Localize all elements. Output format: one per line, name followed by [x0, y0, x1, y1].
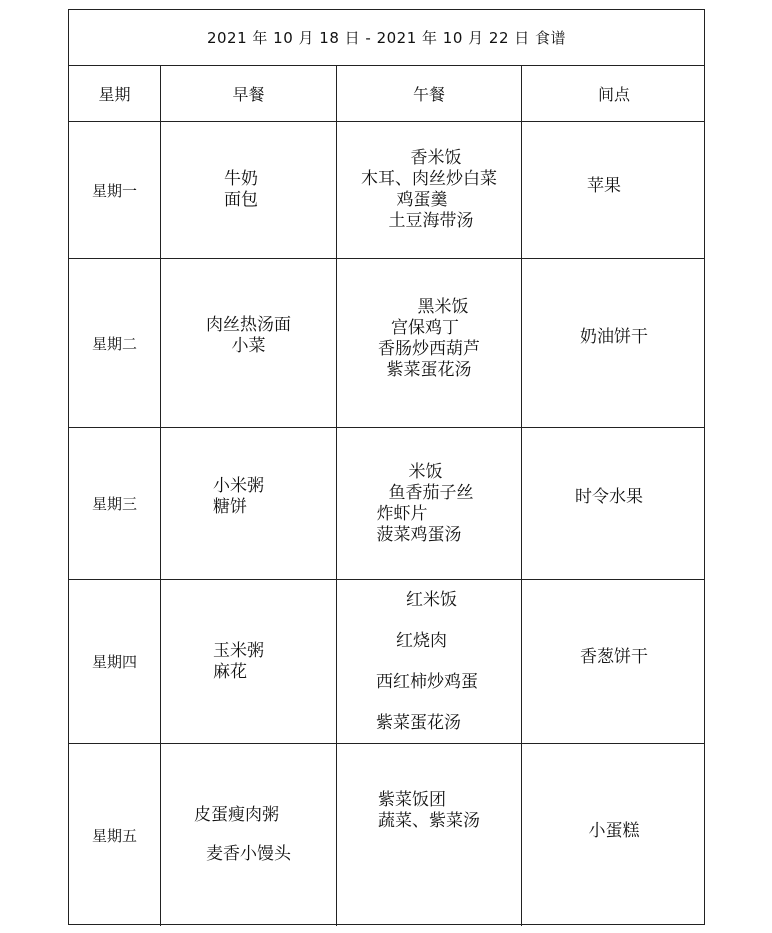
lunch-item: 黑米饭	[417, 297, 469, 317]
lunch-cell	[337, 122, 522, 258]
day-label: 星期三	[69, 428, 161, 579]
lunch-item: 红米饭	[406, 589, 457, 610]
breakfast-item: 肉丝热汤面	[206, 315, 291, 335]
breakfast-cell	[161, 122, 337, 258]
lunch-item: 木耳、肉丝炒白菜	[361, 169, 497, 189]
day-row-thursday	[69, 580, 704, 744]
breakfast-item: 小菜	[231, 336, 266, 356]
breakfast-item: 面包	[224, 190, 258, 210]
lunch-item: 鸡蛋羹	[396, 190, 448, 210]
day-row-monday	[69, 122, 704, 259]
lunch-cell	[337, 259, 522, 427]
day-row-tuesday	[69, 259, 704, 428]
day-row-friday	[69, 744, 704, 926]
lunch-item: 紫菜蛋花汤	[376, 712, 461, 733]
lunch-item: 香肠炒西葫芦	[378, 339, 480, 359]
breakfast-item: 牛奶	[224, 169, 258, 189]
breakfast-cell	[161, 259, 337, 427]
menu-title: 2021 年 10 月 18 日 - 2021 年 10 月 22 日 食谱	[206, 29, 567, 47]
lunch-item: 炸虾片	[376, 503, 428, 524]
snack-item: 香葱饼干	[580, 647, 648, 667]
lunch-item: 西红柿炒鸡蛋	[376, 671, 478, 692]
snack-item: 奶油饼干	[580, 326, 648, 347]
snack-item: 时令水果	[575, 487, 643, 507]
breakfast-item: 麻花	[213, 661, 247, 682]
day-label: 星期二	[69, 259, 161, 427]
snack-item: 小蛋糕	[588, 820, 640, 841]
lunch-item: 菠菜鸡蛋汤	[376, 524, 462, 545]
lunch-item: 香米饭	[410, 148, 462, 168]
breakfast-cell	[161, 744, 337, 926]
day-label: 星期一	[69, 122, 161, 258]
breakfast-item: 小米粥	[213, 475, 264, 496]
header-snack: 间点	[597, 85, 630, 104]
header-breakfast: 早餐	[161, 66, 337, 121]
day-row-wednesday	[69, 428, 704, 580]
lunch-item: 红烧肉	[396, 630, 447, 651]
lunch-item: 米饭	[408, 461, 443, 482]
header-day: 星期	[69, 66, 161, 121]
breakfast-item: 糖饼	[213, 496, 247, 517]
lunch-item: 鱼香茄子丝	[388, 482, 474, 503]
snack-cell	[522, 744, 706, 926]
lunch-item: 紫菜蛋花汤	[386, 360, 472, 380]
breakfast-cell	[161, 428, 337, 579]
snack-cell	[522, 428, 706, 579]
breakfast-item: 麦香小馒头	[206, 844, 291, 864]
snack-cell	[522, 580, 706, 743]
lunch-item: 宫保鸡丁	[391, 318, 459, 338]
lunch-cell	[337, 428, 522, 579]
snack-cell	[522, 122, 706, 258]
lunch-item: 紫菜饭团	[378, 790, 446, 810]
menu-table	[68, 9, 705, 925]
lunch-item: 蔬菜、紫菜汤	[378, 811, 480, 831]
breakfast-cell	[161, 580, 337, 743]
breakfast-item: 皮蛋瘦肉粥	[194, 805, 279, 825]
snack-cell	[522, 259, 706, 427]
day-label: 星期四	[69, 580, 161, 743]
lunch-cell	[337, 580, 522, 743]
title-row	[69, 10, 704, 66]
snack-item: 苹果	[587, 175, 621, 196]
day-label: 星期五	[69, 744, 161, 926]
lunch-item: 土豆海带汤	[388, 211, 474, 231]
lunch-cell	[337, 744, 522, 926]
header-lunch: 午餐	[337, 66, 522, 121]
breakfast-item: 玉米粥	[213, 640, 264, 661]
header-row	[69, 66, 704, 122]
